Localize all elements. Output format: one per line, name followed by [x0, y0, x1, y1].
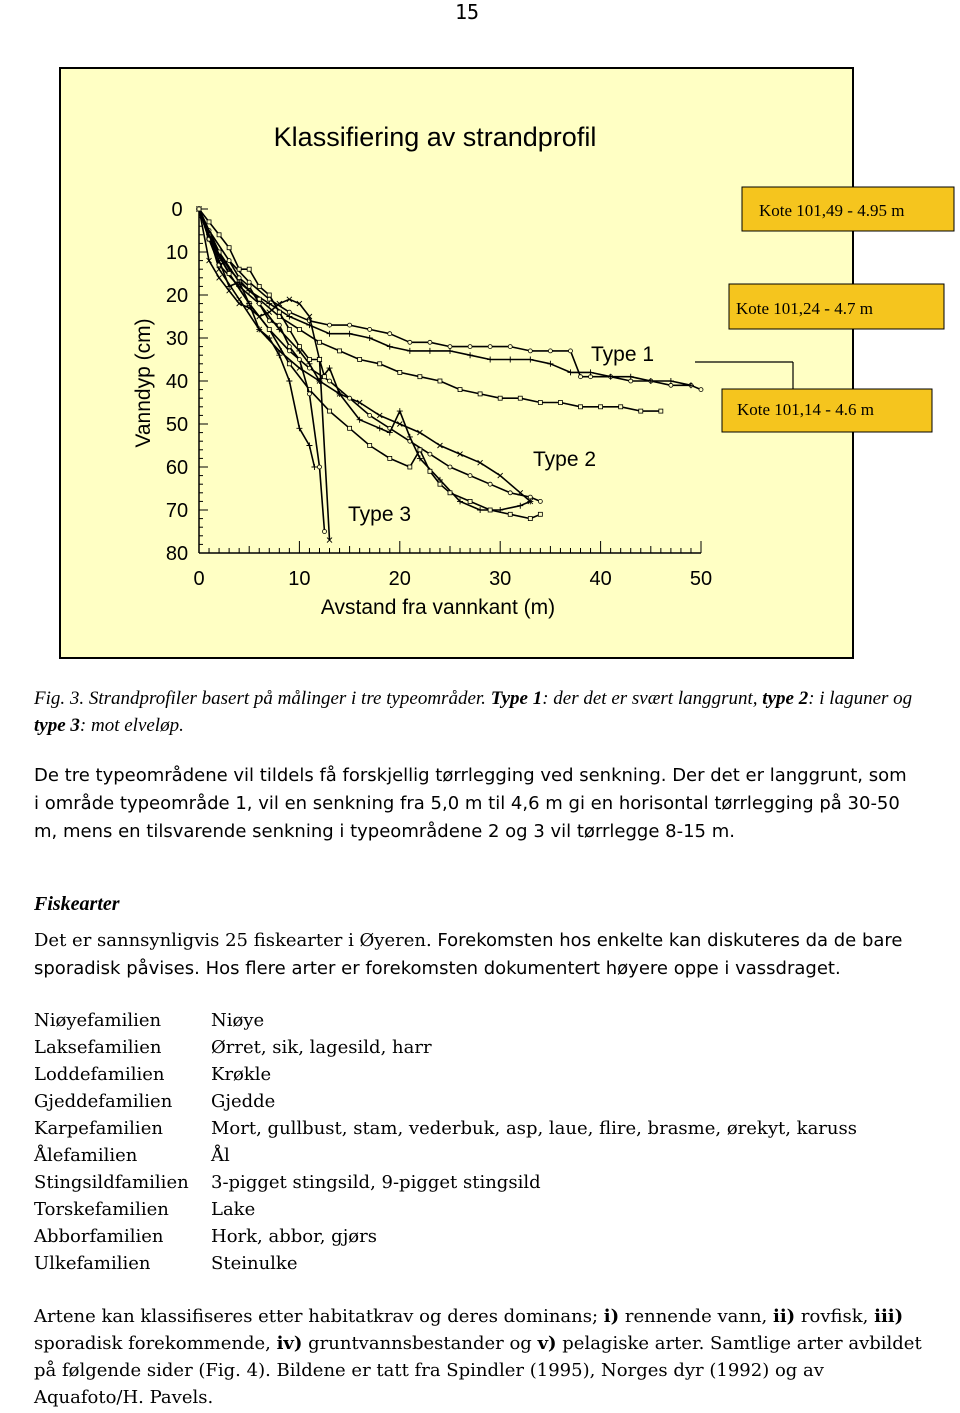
data-point [507, 357, 513, 363]
x-tick-label: 10 [288, 568, 311, 590]
data-point [468, 499, 472, 503]
data-point [527, 357, 533, 363]
data-point [579, 375, 583, 379]
x-tick-label: 40 [589, 568, 612, 590]
data-point [397, 408, 403, 414]
data-point [468, 345, 472, 349]
data-point [518, 396, 522, 400]
data-point [388, 332, 392, 336]
fish-family-name: Ulkefamilien [34, 1253, 151, 1274]
data-point [323, 530, 327, 534]
data-point [438, 482, 442, 486]
fish-species-list: Ørret, sik, lagesild, harr [211, 1037, 432, 1058]
data-point [488, 482, 492, 486]
profile-line [199, 209, 661, 411]
data-point [458, 388, 462, 392]
data-point [568, 349, 572, 353]
fish-species-list: 3-pigget stingsild, 9-pigget stingsild [211, 1172, 541, 1193]
data-point [599, 405, 603, 409]
x-tick-label: 20 [388, 568, 411, 590]
data-point [487, 357, 493, 363]
classification-text-1: Artene kan klassifiseres etter habitatkrav og deres dominans; [34, 1306, 604, 1327]
chart-title: Klassifiering av strandprofil [273, 122, 597, 152]
data-point [247, 280, 251, 284]
data-point [267, 319, 271, 323]
figure-caption [34, 685, 914, 739]
kote-label-1: Kote 101,49 - 4.95 m [759, 201, 905, 220]
data-point [467, 352, 473, 358]
data-point [538, 512, 542, 516]
data-point [579, 405, 583, 409]
data-point [307, 358, 311, 362]
kote-label-2: Kote 101,24 - 4.7 m [736, 299, 873, 318]
data-point [277, 323, 281, 327]
caption-prefix: Fig. 3. Strandprofiler basert på målinger i tre typeområder. [34, 688, 491, 709]
data-point [428, 452, 432, 456]
data-point [257, 302, 261, 306]
fish-species-list: Niøye [211, 1010, 265, 1031]
data-point [438, 379, 442, 383]
data-point [668, 378, 674, 384]
fish-family-name: Niøyefamilien [34, 1010, 162, 1031]
data-point [477, 507, 483, 513]
fish-family-name: Ålefamilien [34, 1145, 138, 1166]
data-point [348, 323, 352, 327]
fish-family-row [34, 1250, 857, 1277]
classification-marker-4: iv) [276, 1333, 303, 1354]
data-point [207, 220, 211, 224]
y-tick-label: 30 [165, 328, 189, 350]
x-axis-label: Avstand fra vannkant (m) [320, 596, 556, 619]
data-point [528, 349, 532, 353]
fish-family-row [34, 1088, 857, 1115]
y-tick-label: 50 [165, 414, 189, 436]
profile-line [199, 209, 530, 510]
data-point [227, 272, 231, 276]
fish-family-name: Laksefamilien [34, 1037, 162, 1058]
axes [166, 199, 712, 590]
classification-text-4: sporadisk forekommende, [34, 1333, 277, 1354]
data-point [528, 517, 532, 521]
fish-family-row [34, 1061, 857, 1088]
data-point [517, 503, 523, 509]
data-point [311, 464, 317, 470]
data-point [247, 267, 251, 271]
data-point [427, 348, 433, 354]
data-point [428, 469, 432, 473]
x-tick-label: 0 [193, 568, 205, 590]
data-point [317, 340, 321, 344]
profile-line [199, 209, 540, 519]
data-point [286, 378, 292, 384]
x-tick-label: 30 [489, 568, 512, 590]
data-point [367, 335, 373, 341]
data-point [588, 369, 594, 375]
fish-family-row [34, 1034, 857, 1061]
fish-species-list: Ål [211, 1145, 230, 1166]
y-tick-label: 0 [171, 199, 183, 221]
fish-family-row [34, 1115, 857, 1142]
y-tick-label: 20 [165, 285, 189, 307]
y-tick-label: 80 [165, 543, 189, 565]
data-point [387, 344, 393, 350]
data-point [418, 375, 422, 379]
classification-text-5: gruntvannsbestander og [302, 1333, 538, 1354]
data-point [608, 374, 614, 380]
data-point [398, 370, 402, 374]
caption-type3-text: : mot elveløp. [79, 715, 184, 736]
caption-type2-text: : i laguner og [808, 688, 913, 709]
profile-line [199, 209, 530, 501]
fish-family-table [34, 1007, 857, 1277]
data-point [428, 340, 432, 344]
classification-marker-3: iii) [874, 1306, 904, 1327]
data-point [639, 409, 643, 413]
data-point [267, 327, 271, 331]
data-point [287, 362, 291, 366]
data-point [448, 491, 452, 495]
fish-family-row [34, 1196, 857, 1223]
data-point [328, 379, 332, 383]
paragraph-fiskearter [34, 927, 914, 983]
data-point [217, 233, 221, 237]
data-point [297, 358, 301, 362]
caption-type1: Type 1 [490, 688, 543, 709]
fish-species-list: Krøkle [211, 1064, 272, 1085]
data-point [368, 413, 372, 417]
data-point [317, 358, 321, 362]
fish-species-list: Gjedde [211, 1091, 276, 1112]
fish-family-name: Stingsildfamilien [34, 1172, 189, 1193]
fish-species-list: Steinulke [211, 1253, 298, 1274]
data-point [267, 293, 271, 297]
data-point [287, 327, 291, 331]
paragraph-classification [34, 1303, 924, 1411]
data-point [548, 349, 552, 353]
fish-family-row [34, 1142, 857, 1169]
page-number: 15 [455, 0, 480, 24]
data-point [368, 327, 372, 331]
data-point [619, 405, 623, 409]
paragraph-fiskearter-part2: Forekomsten hos enkelte kan diskuteres da de bare sporadisk påvises. Hos flere arter er forekomsten dokumentert høyere oppe i vassdraget. [34, 930, 903, 979]
data-point [227, 259, 231, 263]
data-point [348, 396, 352, 400]
profile-line [199, 209, 540, 501]
data-point [247, 284, 251, 288]
fish-family-name: Abborfamilien [34, 1226, 164, 1247]
classification-text-6: pelagiske arter. Samtlige arter avbildet på følgende sider (Fig. 4). Bildene er tatt fra Spindler (1995), Norges dyr (1992) og av Aquafoto/H. Pavels. [34, 1333, 922, 1408]
data-point [538, 401, 542, 405]
data-point [488, 345, 492, 349]
data-point [257, 284, 261, 288]
fish-family-name: Loddefamilien [34, 1064, 165, 1085]
data-point [498, 396, 502, 400]
data-point [377, 425, 383, 431]
y-tick-label: 10 [165, 242, 189, 264]
data-point [688, 382, 694, 388]
fish-family-row [34, 1223, 857, 1250]
data-point [328, 409, 332, 413]
data-point [547, 361, 553, 367]
data-point [197, 207, 201, 211]
data-point [328, 323, 332, 327]
data-point [488, 508, 492, 512]
data-point [699, 388, 703, 392]
fish-family-row [34, 1169, 857, 1196]
y-tick-label: 70 [165, 500, 189, 522]
data-point [287, 345, 291, 349]
fish-species-list: Mort, gullbust, stam, vederbuk, asp, laue, flire, brasme, ørekyt, karuss [211, 1118, 857, 1139]
data-point [448, 465, 452, 469]
classification-marker-1: i) [603, 1306, 620, 1327]
paragraph-tørrlegging: De tre typeområdene vil tildels få forskjellig tørrlegging ved senkning. Der det er langgrunt, som i område typeområde 1, vil en senkning fra 5,0 m til 4,6 m gi en horisontal tørrlegging på 30-50 m, mens en tilsvarende senkning i typeområdene 2 og 3 vil tørrlegge 8-15 m. [34, 765, 907, 842]
fish-species-list: Hork, abbor, gjørs [211, 1226, 377, 1247]
data-point [508, 345, 512, 349]
data-point [237, 267, 241, 271]
data-point [388, 456, 392, 460]
x-tick-label: 50 [689, 568, 713, 590]
data-point [368, 444, 372, 448]
type-2-label: Type 2 [533, 448, 597, 471]
data-point [227, 246, 231, 250]
data-point [408, 465, 412, 469]
fish-family-name: Torskefamilien [34, 1199, 169, 1220]
data-point [277, 310, 281, 314]
type-1-label: Type 1 [591, 343, 655, 366]
classification-marker-2: ii) [772, 1306, 796, 1327]
data-point [508, 512, 512, 516]
series-layer [196, 206, 703, 543]
section-heading-fiskearter: Fiskearter [34, 893, 120, 915]
data-point [317, 465, 321, 469]
data-point [659, 409, 663, 413]
data-point [297, 327, 301, 331]
y-tick-label: 40 [165, 371, 189, 393]
data-point [558, 401, 562, 405]
classification-text-2: rennende vann, [619, 1306, 773, 1327]
fish-family-row [34, 1007, 857, 1034]
data-point [338, 349, 342, 353]
data-point [468, 474, 472, 478]
data-point [628, 374, 634, 380]
classification-text-3: rovfisk, [795, 1306, 875, 1327]
data-point [307, 392, 311, 396]
fish-family-name: Gjeddefamilien [34, 1091, 173, 1112]
data-point [348, 426, 352, 430]
data-point [347, 331, 353, 337]
data-point [498, 473, 503, 478]
data-point [447, 348, 453, 354]
data-point [327, 331, 333, 337]
data-point [297, 345, 301, 349]
data-point [418, 448, 422, 452]
data-point [648, 378, 654, 384]
caption-type3: type 3 [34, 715, 80, 736]
fish-species-list: Lake [211, 1199, 256, 1220]
data-point [408, 340, 412, 344]
fish-family-name: Karpefamilien [34, 1118, 163, 1139]
data-point [323, 375, 327, 379]
data-point [407, 348, 413, 354]
caption-type2: type 2 [762, 688, 809, 709]
kote-label-3: Kote 101,14 - 4.6 m [737, 400, 874, 419]
y-axis-label: Vanndyp (cm) [132, 318, 155, 448]
data-point [567, 369, 573, 375]
data-point [217, 275, 222, 280]
data-point [508, 491, 512, 495]
classification-marker-5: v) [537, 1333, 557, 1354]
caption-type1-text: : der det er svært langgrunt, [542, 688, 763, 709]
data-point [358, 358, 362, 362]
data-point [538, 499, 542, 503]
y-tick-label: 60 [165, 457, 189, 479]
data-point [378, 362, 382, 366]
type-3-label: Type 3 [348, 503, 412, 526]
data-point [478, 392, 482, 396]
strandprofil-chart [0, 0, 960, 680]
paragraph-fiskearter-part1: Det er sannsynligvis 25 fiskearter i Øyeren. [34, 930, 432, 951]
